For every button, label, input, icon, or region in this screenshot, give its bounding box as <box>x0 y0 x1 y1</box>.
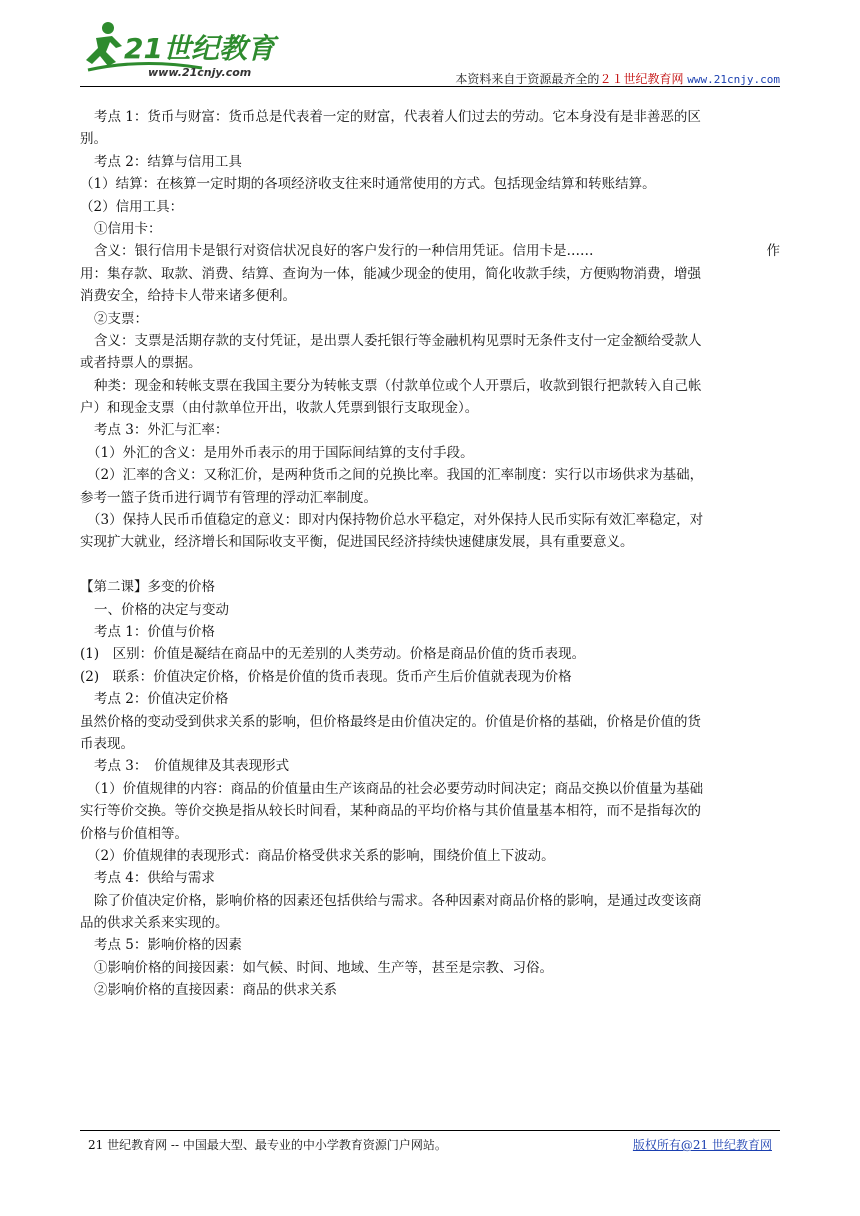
text-line: （1）价值规律的内容：商品的价值量由生产该商品的社会必要劳动时间决定；商品交换以价值量为基础 <box>87 780 704 797</box>
text-line: 除了价值决定价格，影响价格的因素还包括供给与需求。各种因素对商品价格的影响，是通过改变该商 <box>94 892 702 909</box>
text-line-end: 作 <box>766 243 780 260</box>
text-line: （2）价值规律的表现形式：商品价格受供求关系的影响，围绕价值上下波动。 <box>87 847 555 864</box>
text-line: 【第二课】多变的价格 <box>80 579 215 596</box>
footer-copyright-link[interactable]: 版权所有@21 世纪教育网 <box>632 1138 772 1152</box>
text-line: ②影响价格的直接因素：商品的供求关系 <box>94 982 337 999</box>
header-rule <box>80 86 780 87</box>
source-site: www.21cnjy.com <box>687 73 780 86</box>
text-line: ②支票： <box>94 310 148 327</box>
text-line <box>80 240 780 262</box>
text-line: (2) 联系：价值决定价格，价格是价值的货币表现。货币产生后价值就表现为价格 <box>80 668 572 685</box>
text-line: 考点 5：影响价格的因素 <box>94 937 242 954</box>
text-line: （1）结算：在核算一定时期的各项经济收支往来时通常使用的方式。包括现金结算和转账结算。 <box>80 176 656 193</box>
text-line: 实行等价交换。等价交换是指从较长时间看，某种商品的平均价格与其价值量基本相符，而不是指每次的 <box>80 803 701 820</box>
text-line: 考点 3： 价值规律及其表现形式 <box>94 758 290 775</box>
document-body <box>80 106 780 1002</box>
source-name: ２１世纪教育网 <box>599 72 684 86</box>
text-line: 种类：现金和转帐支票在我国主要分为转帐支票（付款单位或个人开票后，收款到银行把款转入自己帐 <box>94 377 702 394</box>
text-line: 币表现。 <box>80 735 134 752</box>
text-line: 考点 4：供给与需求 <box>94 870 215 887</box>
text-line: 考点 1：价值与价格 <box>94 623 215 640</box>
text-line: 含义：支票是活期存款的支付凭证，是出票人委托银行等金融机构见票时无条件支付一定金额给受款人 <box>94 332 702 349</box>
text-line: 户）和现金支票（由付款单位开出，收款人凭票到银行支取现金）。 <box>80 400 479 417</box>
text-line: 考点 2：结算与信用工具 <box>94 153 242 170</box>
text-line: 考点 2：价值决定价格 <box>94 691 229 708</box>
text-line: ①信用卡： <box>94 220 162 237</box>
text-line: 或者持票人的票据。 <box>80 355 202 372</box>
text-line: (1) 区别：价值是凝结在商品中的无差别的人类劳动。价格是商品价值的货币表现。 <box>80 646 586 663</box>
text-line: （1）外汇的含义：是用外币表示的用于国际间结算的支付手段。 <box>87 444 474 461</box>
logo-url: www.21cnjy.com <box>148 66 252 79</box>
text-line: 实现扩大就业，经济增长和国际收支平衡，促进国民经济持续快速健康发展，具有重要意义。 <box>80 534 634 551</box>
text-line: 价格与价值相等。 <box>80 825 188 842</box>
text-line-start: 含义：银行信用卡是银行对资信状况良好的客户发行的一种信用凭证。信用卡是…… <box>94 243 594 260</box>
text-line: 虽然价格的变动受到供求关系的影响，但价格最终是由价值决定的。价值是价格的基础，价格是价值的货 <box>80 713 701 730</box>
footer-rule <box>80 1130 780 1131</box>
site-logo <box>82 18 302 80</box>
blank-line <box>80 554 780 576</box>
text-line: 消费安全，给持卡人带来诸多便利。 <box>80 288 296 305</box>
text-line: 品的供求关系来实现的。 <box>80 915 229 932</box>
footer-left-text: 21 世纪教育网 -- 中国最大型、最专业的中小学教育资源门户网站。 <box>88 1138 447 1152</box>
text-line: 别。 <box>80 131 107 148</box>
text-line: 考点 3：外汇与汇率： <box>94 422 229 439</box>
source-prefix: 本资料来自于资源最齐全的 <box>455 72 600 86</box>
text-line: （2）信用工具： <box>80 198 184 215</box>
text-line: 考点 1：货币与财富：货币总是代表着一定的财富，代表着人们过去的劳动。它本身没有是非善恶的区 <box>94 109 701 125</box>
text-line: ①影响价格的间接因素：如气候、时间、地域、生产等，甚至是宗教、习俗。 <box>94 959 553 976</box>
text-line: 参考一篮子货币进行调节有管理的浮动汇率制度。 <box>80 489 377 506</box>
page-footer <box>80 1130 780 1152</box>
logo-text: 21世纪教育 <box>124 32 275 65</box>
page-header <box>80 18 780 88</box>
text-line: 一、价格的决定与变动 <box>94 601 229 618</box>
text-line: （2）汇率的含义：又称汇价，是两种货币之间的兑换比率。我国的汇率制度：实行以市场供求为基础， <box>87 467 704 484</box>
header-source-text <box>455 70 780 87</box>
text-line: 用：集存款、取款、消费、结算、查询为一体，能减少现金的使用，简化收款手续，方便购物消费，增强 <box>80 265 701 282</box>
text-line: （3）保持人民币币值稳定的意义：即对内保持物价总水平稳定，对外保持人民币实际有效汇率稳定，对 <box>87 512 704 529</box>
